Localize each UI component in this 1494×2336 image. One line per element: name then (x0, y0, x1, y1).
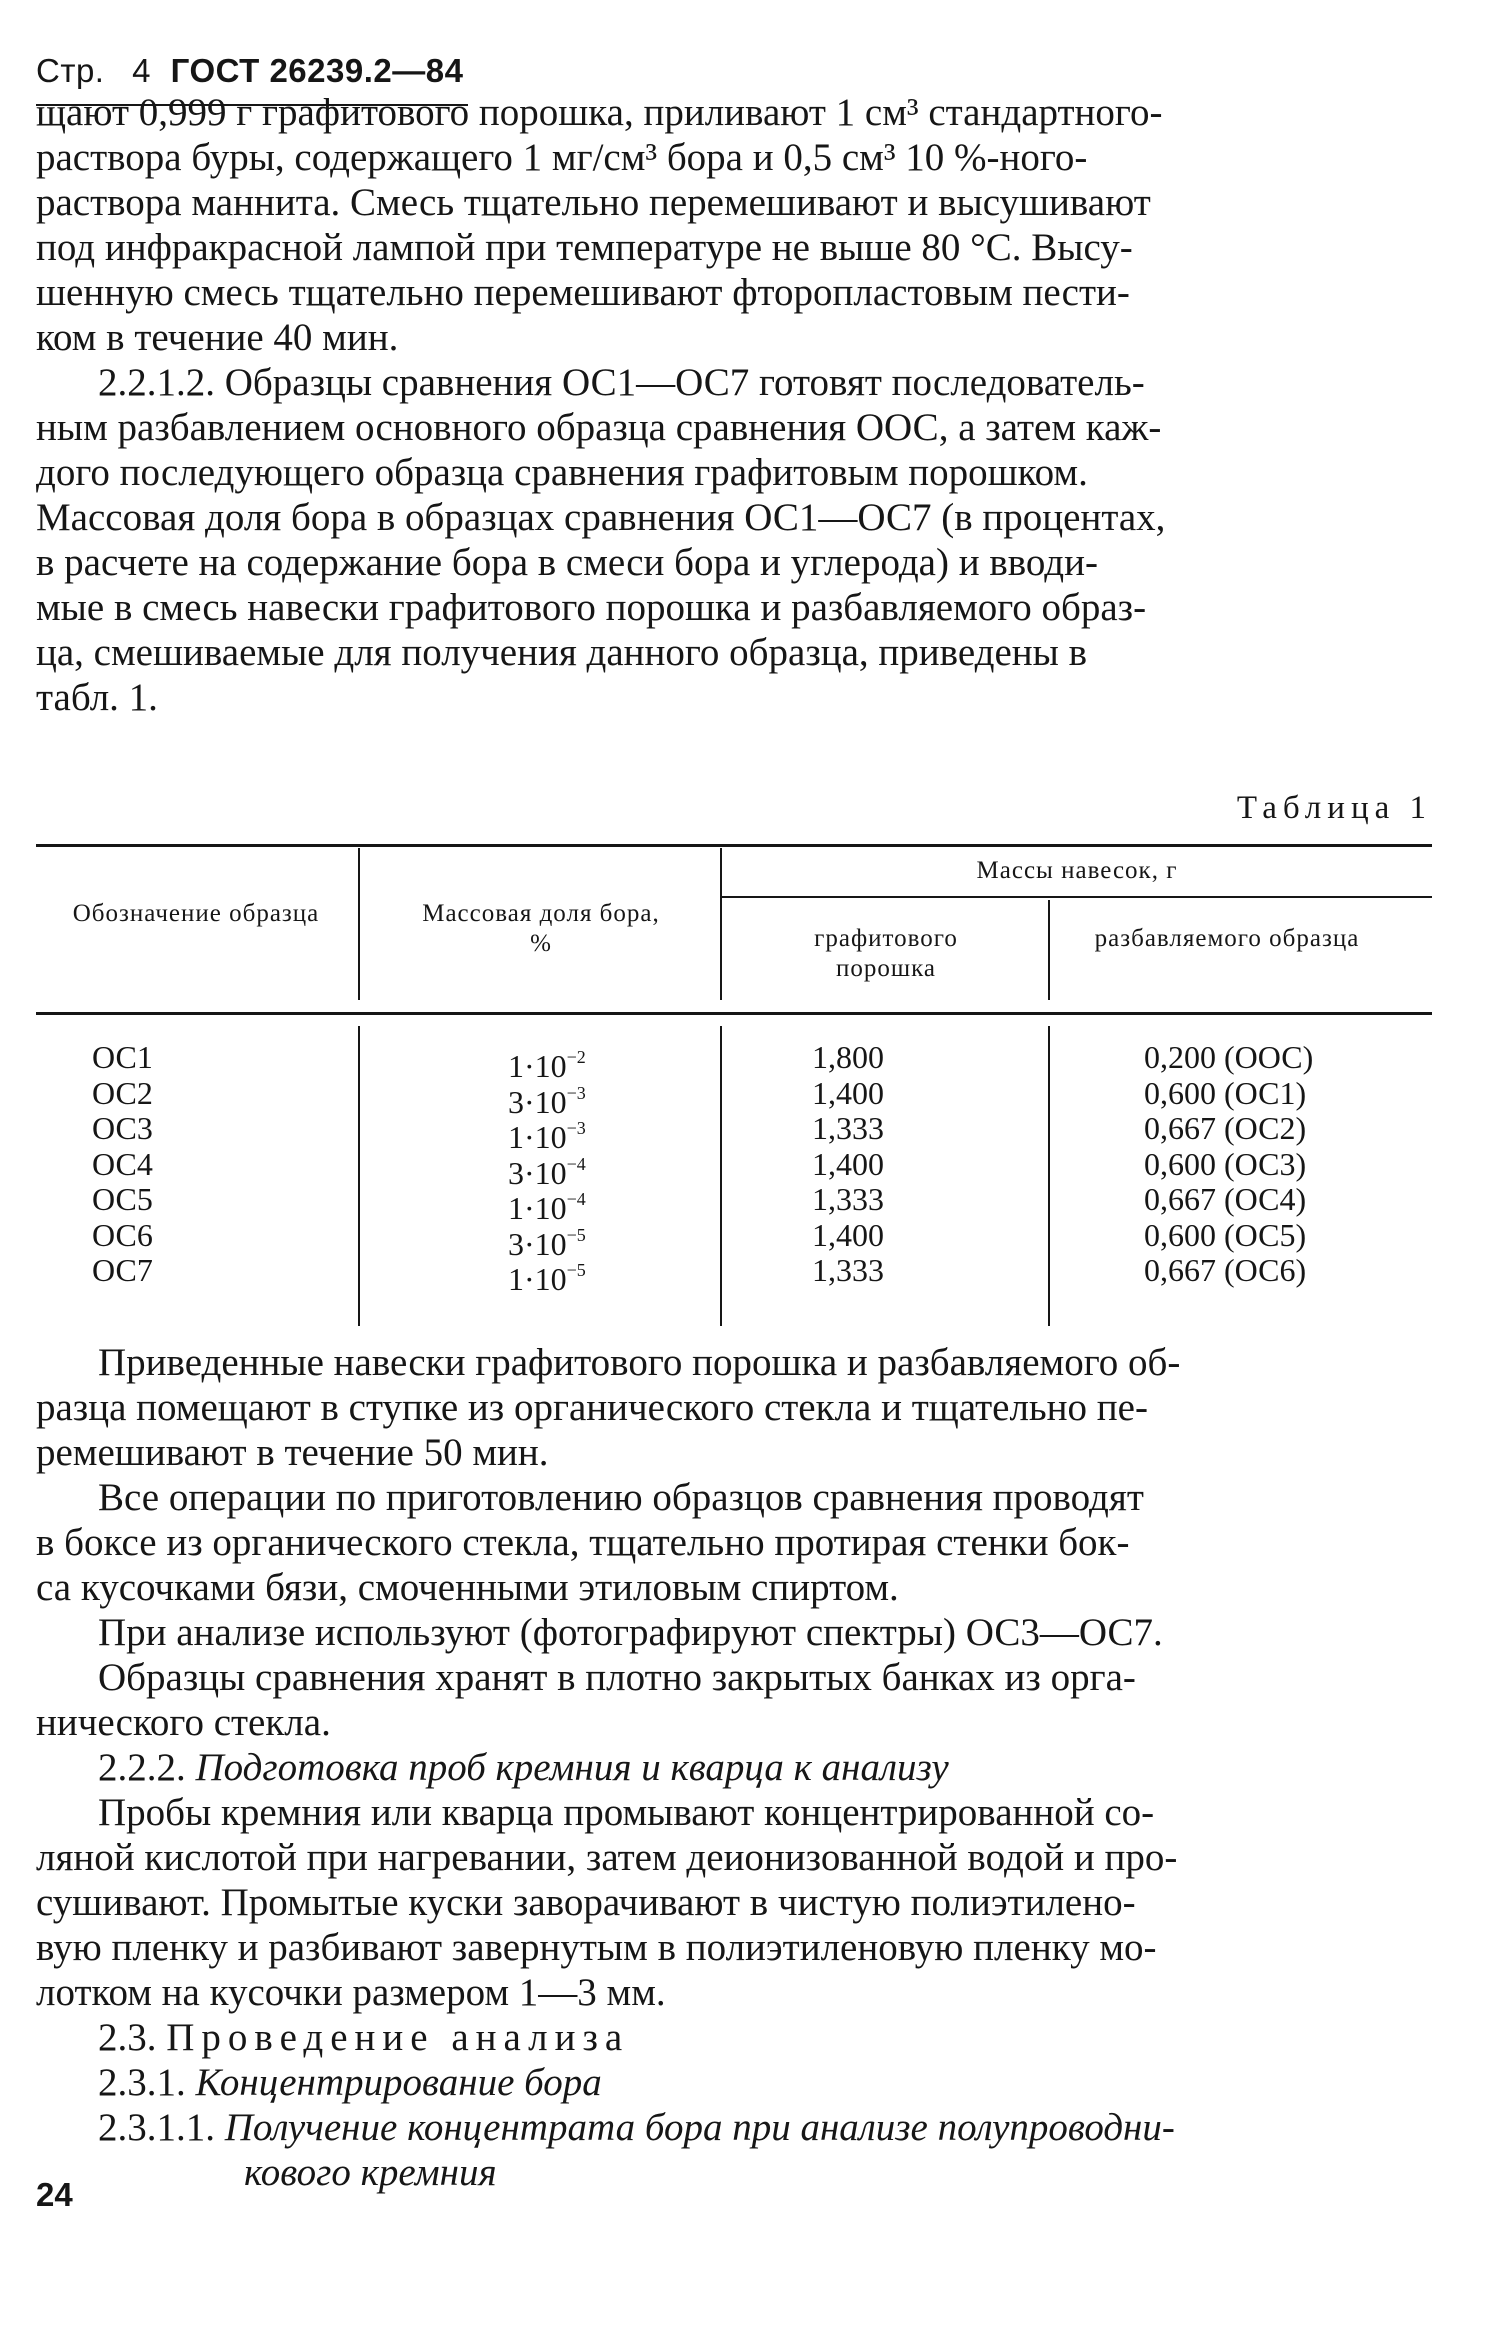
paragraph-3 (36, 1340, 1432, 1475)
cell-sample: ОС7 (92, 1252, 153, 1288)
text-line: табл. 1. (36, 676, 158, 719)
cell-graphite: 1,333 (812, 1252, 884, 1288)
cell-graphite: 1,400 (812, 1074, 884, 1111)
mantissa: 1·10 (508, 1119, 567, 1155)
section-heading-line (36, 2105, 1432, 2150)
text-line: лотком на кусочки размером 1—3 мм. (36, 1971, 666, 2014)
section-title: Проведение анализа (166, 2016, 630, 2059)
section-title-continuation: кового кремния (244, 2151, 497, 2194)
mantissa: 1·10 (508, 1048, 567, 1084)
text-line: сушивают. Промытые куски заворачивают в чистую полиэтилено- (36, 1881, 1136, 1924)
col-mass-fraction (508, 1040, 586, 1297)
exponent: −5 (566, 1224, 586, 1245)
text-line: 2.2.1.2. Образцы сравнения ОС1—ОС7 готовят последователь- (98, 361, 1145, 404)
mantissa: 1·10 (508, 1190, 567, 1226)
section-2-3-1-heading (36, 2060, 1432, 2105)
exponent: −3 (566, 1118, 586, 1138)
text-line: ца, смешиваемые для получения данного образца, приведены в (36, 631, 1088, 674)
cell-graphite: 1,400 (812, 1216, 884, 1253)
text-line: вую пленку и разбивают завернутым в полиэтиленовую пленку мо- (36, 1926, 1157, 1969)
text-line: Пробы кремния или кварца промывают концентрированной со- (98, 1791, 1155, 1834)
cell-sample: ОС3 (92, 1110, 153, 1146)
cell-diluted: 0,667 (ОС2) (1144, 1110, 1307, 1146)
cell-diluted: 0,667 (ОС4) (1144, 1181, 1307, 1217)
cell-diluted: 0,667 (ОС6) (1144, 1252, 1307, 1288)
paragraph-5 (36, 1610, 1432, 1655)
table-vrule (358, 1026, 360, 1326)
cell-mass-fraction (508, 1076, 586, 1120)
mantissa: 3·10 (508, 1083, 567, 1120)
text-line: Образцы сравнения хранят в плотно закрытых банках из орга- (98, 1656, 1136, 1699)
section-title: Подготовка проб кремния и кварца к анализу (195, 1746, 949, 1789)
page-number: 24 (36, 2176, 73, 2213)
cell-graphite: 1,400 (812, 1145, 884, 1182)
cell-mass-fraction (508, 1147, 586, 1191)
cell-diluted: 0,600 (ОС3) (1144, 1145, 1307, 1182)
standard-code: ГОСТ 26239.2—84 (170, 52, 464, 89)
section-2-3-1-1-heading (36, 2105, 1432, 2195)
table-vrule (1048, 1026, 1050, 1326)
section-2-3-heading (36, 2015, 1432, 2060)
col-sample (92, 1040, 153, 1289)
cell-sample: ОС1 (92, 1039, 153, 1075)
exponent: −3 (566, 1082, 586, 1103)
text-line: в расчете на содержание бора в смеси бора и углерода) и вводи- (36, 541, 1098, 584)
section-2-2-2-heading (36, 1745, 1432, 1790)
section-number: 2.2.2. (98, 1746, 186, 1789)
paragraph-4 (36, 1475, 1432, 1610)
col-diluted (1144, 1040, 1313, 1289)
paragraph-2 (36, 360, 1432, 720)
cell-sample: ОС6 (92, 1216, 153, 1253)
cell-mass-fraction (508, 1111, 586, 1155)
header-designation: Обозначение образца (72, 900, 320, 927)
section-number: 2.3.1. (98, 2061, 186, 2104)
table-group-rule (722, 896, 1432, 898)
running-header (36, 52, 463, 90)
cell-sample: ОС5 (92, 1181, 153, 1217)
section-heading-line (36, 2015, 1432, 2060)
text-line: разца помещают в ступке из органического стекла и тщательно пе- (36, 1386, 1148, 1429)
text-line: дого последующего образца сравнения графитовым порошком. (36, 451, 1088, 494)
cell-mass-fraction (508, 1218, 586, 1262)
table-top-rule (36, 844, 1432, 847)
header-graphite: графитового порошка (814, 925, 958, 982)
exponent: −4 (566, 1189, 586, 1209)
section-number: 2.3.1.1. (98, 2106, 215, 2149)
text-line: ком в течение 40 мин. (36, 316, 399, 359)
header-masses-group: Массы навесок, г (976, 857, 1178, 884)
table-vrule (720, 1026, 722, 1326)
section-heading-line (36, 1745, 1432, 1790)
cell-graphite: 1,333 (812, 1181, 884, 1217)
text-line: мые в смесь навески графитового порошка и разбавляемого образ- (36, 586, 1147, 629)
cell-diluted: 0,200 (ООС) (1144, 1039, 1314, 1075)
text-line: ремешивают в течение 50 мин. (36, 1431, 549, 1474)
text-line: Все операции по приготовлению образцов сравнения проводят (98, 1476, 1144, 1519)
page-label: Стр. (36, 52, 105, 89)
text-line: Приведенные навески графитового порошка и разбавляемого об- (98, 1341, 1181, 1384)
text-line: щают 0,999 г графитового порошка, приливают 1 см³ стандартного- (36, 91, 1163, 134)
text-line: ляной кислотой при нагревании, затем деионизованной водой и про- (36, 1836, 1178, 1879)
cell-diluted: 0,600 (ОС1) (1144, 1074, 1307, 1111)
table-1 (36, 844, 1432, 1334)
paragraph-6 (36, 1655, 1432, 1745)
table-vrule (1048, 900, 1050, 1000)
text-line: са кусочками бязи, смоченными этиловым спиртом. (36, 1566, 899, 1609)
cell-graphite: 1,333 (812, 1110, 884, 1146)
paragraph-7 (36, 1790, 1432, 2015)
text-line: При анализе используют (фотографируют спектры) ОС3—ОС7. (98, 1611, 1163, 1654)
cell-sample: ОС4 (92, 1145, 153, 1182)
section-number: 2.3. (98, 2016, 157, 2059)
exponent: −4 (566, 1153, 586, 1174)
text-line: раствора буры, содержащего 1 мг/см³ бора и 0,5 см³ 10 %-ного- (36, 136, 1088, 179)
header-diluted: разбавляемого образца (1094, 925, 1360, 952)
text-line: шенную смесь тщательно перемешивают фторопластовым пести- (36, 271, 1130, 314)
text-line: Массовая доля бора в образцах сравнения ОС1—ОС7 (в процентах, (36, 496, 1166, 539)
table-caption: Таблица 1 (1236, 790, 1432, 826)
cell-mass-fraction (508, 1182, 586, 1226)
cell-sample: ОС2 (92, 1074, 153, 1111)
text-line: под инфракрасной лампой при температуре не выше 80 °С. Высу- (36, 226, 1133, 269)
text-line: нического стекла. (36, 1701, 331, 1744)
mantissa: 3·10 (508, 1154, 567, 1191)
mantissa: 3·10 (508, 1225, 567, 1262)
header-page-num: 4 (132, 52, 151, 89)
cell-graphite: 1,800 (812, 1039, 884, 1075)
cell-diluted: 0,600 (ОС5) (1144, 1216, 1307, 1253)
header-mass-fraction: Массовая доля бора, % (422, 900, 660, 957)
col-graphite (812, 1040, 884, 1289)
section-title: Концентрирование бора (195, 2061, 602, 2104)
text-line: раствора маннита. Смесь тщательно перемешивают и высушивают (36, 181, 1151, 224)
cell-mass-fraction (508, 1040, 586, 1084)
text-line: в боксе из органического стекла, тщательно протирая стенки бок- (36, 1521, 1130, 1564)
cell-mass-fraction (508, 1253, 586, 1297)
exponent: −5 (566, 1260, 586, 1280)
paragraph-1 (36, 90, 1432, 360)
mantissa: 1·10 (508, 1261, 567, 1297)
table-header-rule (36, 1012, 1432, 1015)
table-vrule (358, 848, 360, 1000)
section-title: Получение концентрата бора при анализе полупроводни- (224, 2106, 1175, 2149)
section-heading-line (36, 2060, 1432, 2105)
exponent: −2 (566, 1047, 586, 1067)
text-line: ным разбавлением основного образца сравнения ООС, а затем каж- (36, 406, 1162, 449)
